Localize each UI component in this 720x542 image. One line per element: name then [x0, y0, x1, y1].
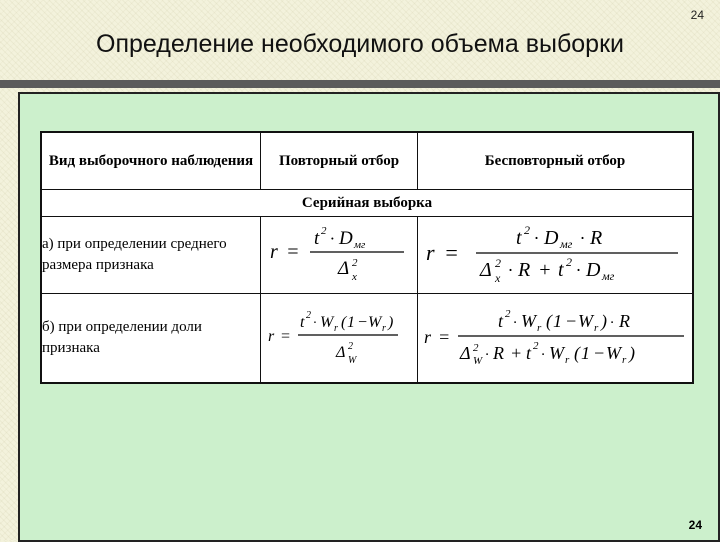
- formula-symbol: Δ: [460, 342, 471, 363]
- formula-symbol: r: [622, 353, 627, 366]
- header-nonrepeated-selection: Бесповторный отбор: [418, 132, 694, 190]
- formula-mean-nonrepeated-svg: [420, 218, 690, 288]
- formula-symbol: r: [382, 322, 386, 334]
- formula-symbol: r: [334, 322, 338, 334]
- formula-symbol: ·: [485, 346, 489, 363]
- header-observation-type: Вид выборочного наблюдения: [41, 132, 261, 190]
- formula-symbol: 2: [524, 222, 530, 237]
- formula-symbol: 2: [352, 256, 358, 269]
- formula-symbol: ·: [541, 346, 545, 363]
- formula-mean-repeated: [261, 217, 418, 294]
- formula-share-nonrepeated-svg: [420, 301, 690, 371]
- formula-symbol: W: [473, 354, 483, 367]
- formula-mean-repeated-svg: [264, 218, 414, 288]
- formula-symbol: ·: [580, 227, 585, 248]
- formula-symbol: D: [586, 258, 601, 281]
- formula-symbol: R: [493, 342, 504, 363]
- formula-share-repeated-svg: [264, 301, 414, 371]
- table-header-row: [41, 132, 693, 190]
- formula-symbol: 2: [533, 339, 539, 352]
- formula-symbol: Δ: [338, 257, 350, 279]
- header-repeated-selection: Повторный отбор: [261, 132, 418, 190]
- formula-symbol: r: [426, 239, 435, 265]
- formula-symbol: x: [495, 270, 501, 285]
- formula-symbol: r: [594, 321, 599, 334]
- formula-symbol: ·: [610, 314, 614, 331]
- formula-symbol: r: [268, 327, 275, 345]
- slide-title: Определение необходимого объема выборки: [96, 30, 624, 58]
- formula-symbol: мг: [354, 238, 366, 251]
- formula-symbol: W: [606, 342, 621, 363]
- formula-mean-nonrepeated: [418, 217, 694, 294]
- formula-symbol: t: [314, 227, 320, 249]
- formula-symbol: W: [521, 310, 536, 331]
- formula-symbol: 2: [473, 341, 479, 354]
- formula-symbol: Δ: [336, 343, 346, 361]
- formula-symbol: 2: [495, 255, 501, 270]
- formula-symbol: t: [300, 313, 305, 331]
- formula-symbol: 2: [321, 224, 327, 237]
- formula-symbol: −: [593, 342, 606, 363]
- formula-symbol: ): [629, 342, 635, 363]
- formula-symbol: мг: [560, 236, 573, 251]
- formula-share-nonrepeated: [418, 294, 694, 384]
- page-number-bottom: 24: [688, 518, 702, 532]
- formula-symbol: R: [518, 258, 531, 281]
- formula-symbol: t: [516, 226, 522, 249]
- formula-symbol: мг: [602, 268, 615, 283]
- formula-symbol: 2: [348, 340, 353, 352]
- formula-symbol: R: [619, 310, 630, 331]
- formula-symbol: =: [438, 326, 451, 347]
- title-divider: [0, 80, 720, 88]
- formula-symbol: W: [320, 313, 334, 331]
- formula-symbol: D: [544, 226, 559, 249]
- formula-symbol: =: [280, 327, 291, 345]
- row-label-mean: а) при определении среднего размера признака: [41, 217, 261, 294]
- formula-symbol: 2: [566, 254, 572, 269]
- formula-symbol: t: [498, 310, 504, 331]
- formula-symbol: 1: [581, 342, 590, 363]
- formula-symbol: r: [270, 240, 278, 263]
- formula-symbol: (: [574, 342, 580, 363]
- formula-symbol: r: [537, 321, 542, 334]
- formula-symbol: W: [578, 310, 593, 331]
- formula-symbol: −: [357, 313, 368, 331]
- formula-symbol: D: [339, 227, 353, 249]
- formula-symbol: t: [526, 342, 532, 363]
- formula-symbol: ): [601, 310, 607, 331]
- formula-symbol: −: [565, 310, 578, 331]
- formula-symbol: +: [510, 342, 523, 363]
- formula-share-repeated: [261, 294, 418, 384]
- formula-symbol: W: [549, 342, 564, 363]
- formula-symbol: +: [538, 258, 552, 281]
- formula-symbol: ·: [508, 259, 513, 280]
- formula-symbol: 1: [553, 310, 562, 331]
- formula-symbol: R: [590, 226, 603, 249]
- formula-symbol: ·: [313, 315, 317, 331]
- table-row: [41, 217, 693, 294]
- formula-symbol: 2: [306, 309, 311, 321]
- formula-symbol: 2: [505, 307, 511, 320]
- subheader-serial-sample: Серийная выборка: [41, 190, 693, 217]
- table-row: [41, 294, 693, 384]
- formula-symbol: r: [424, 326, 432, 347]
- formula-symbol: W: [348, 354, 357, 366]
- formula-symbol: ·: [576, 259, 581, 280]
- formula-symbol: 1: [347, 313, 355, 331]
- formula-symbol: ·: [534, 227, 539, 248]
- row-label-share: б) при определении доли признака: [41, 294, 261, 384]
- formula-symbol: r: [565, 353, 570, 366]
- sample-size-table: [40, 131, 694, 384]
- formula-symbol: Δ: [480, 258, 492, 281]
- formula-symbol: (: [341, 313, 347, 331]
- formula-symbol: =: [286, 240, 300, 263]
- formula-symbol: ·: [330, 228, 335, 248]
- formula-symbol: W: [368, 313, 382, 331]
- formula-symbol: x: [352, 270, 357, 283]
- table-subheader-row: [41, 190, 693, 217]
- page-number-top: 24: [690, 8, 704, 22]
- formula-symbol: ): [388, 313, 394, 331]
- formula-symbol: (: [546, 310, 552, 331]
- formula-symbol: =: [444, 239, 459, 265]
- formula-symbol: ·: [513, 314, 517, 331]
- formula-symbol: t: [558, 258, 564, 281]
